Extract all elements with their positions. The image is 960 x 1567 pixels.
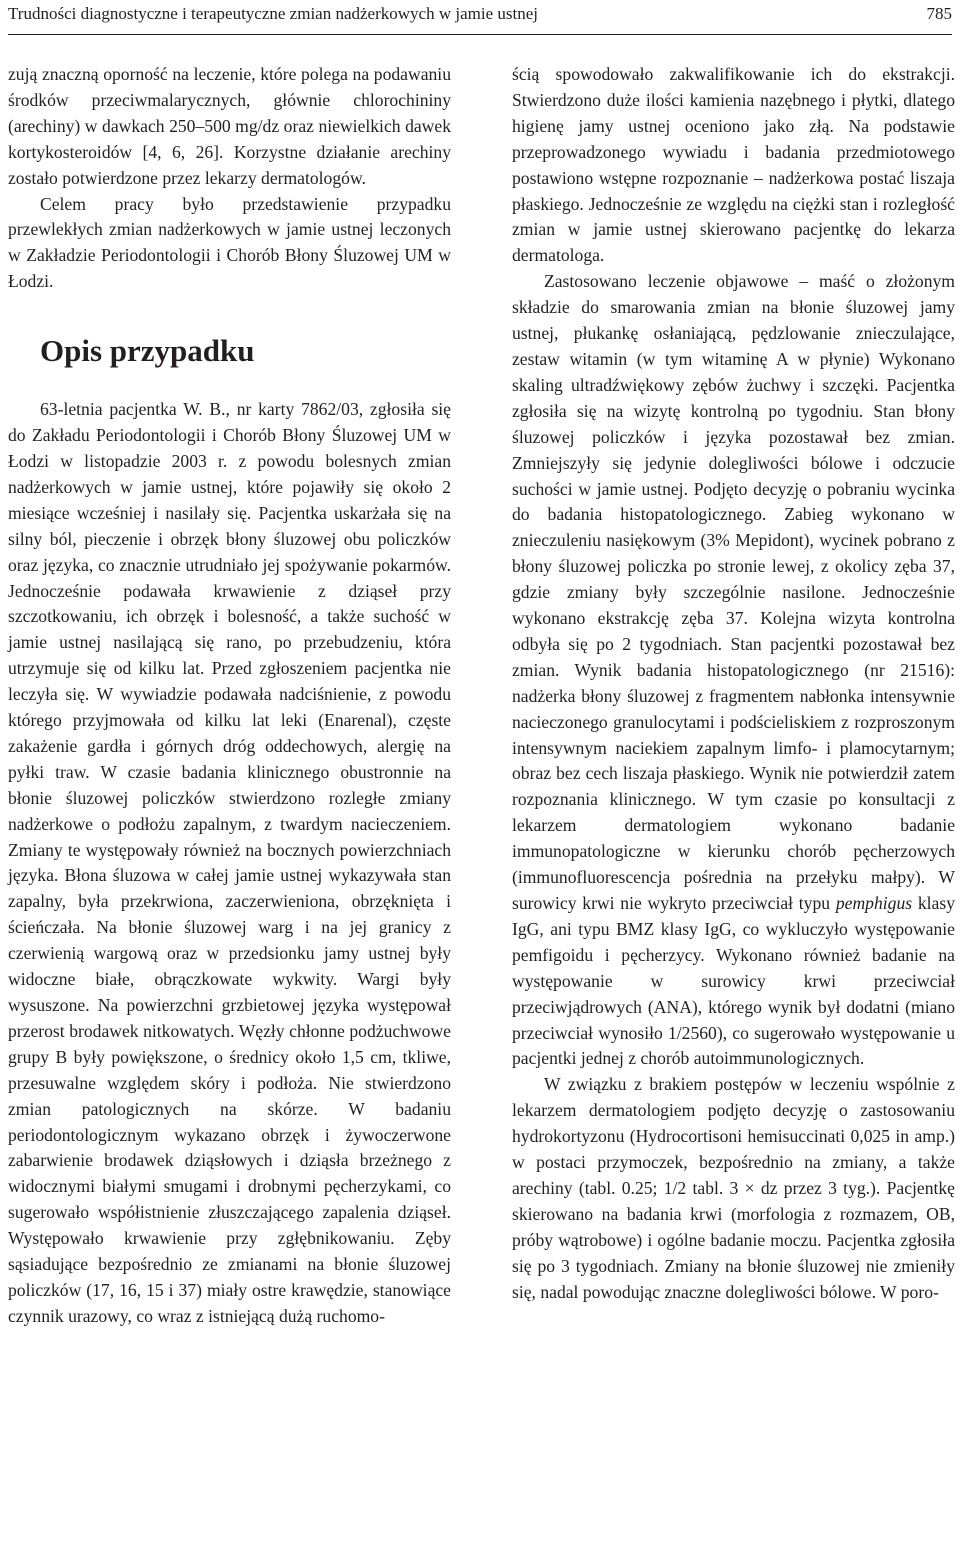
intro-paragraph-continued: zują znaczną oporność na leczenie, które polega na podawaniu środków przeciwmalarycznych, głównie chlorochininy (arechiny) w dawkach 250–500 mg/dz oraz niewielkich dawek kortykosteroidów [4, 6, 26]. Korzystne działanie arechiny zostało potwierdzone przez lekarzy dermatologów. (8, 64, 451, 188)
page-number: 785 (926, 4, 952, 23)
italic-term-pemphigus: pemphigus (835, 893, 913, 913)
right-column (512, 62, 955, 1306)
case-paragraph: 63-letnia pacjentka W. B., nr karty 7862/03, zgłosiła się do Zakładu Periodontologii i Chorób Błony Śluzowej UM w Łodzi w listopadzie 2003 r. z powodu bolesnych zmian nadżerkowych w jamie ustnej, które pojawiły się około 2 miesiące wcześniej i nasilały się. Pacjentka uskarżała się na silny ból, pieczenie i obrzęk błony śluzowej obu policzków oraz języka, co znacznie utrudniało jej spożywanie pokarmów. Jednocześnie podawała krwawienie z dziąseł przy szczotkowaniu, ich obrzęk i bolesność, a także suchość w jamie ustnej nasilającą się rano, po przebudzeniu, która utrzymuje się od kilku lat. Przed zgłoszeniem pacjentka nie leczyła się. W wywiadzie podawała nadciśnienie, z powodu którego przyjmowała od kilku lat leki (Enarenal), częste zakażenie gardła i górnych dróg oddechowych, alergię na pyłki traw. W czasie badania klinicznego obustronnie na błonie śluzowej policzków stwierdzono rozległe zmiany nadżerkowe o podłożu zapalnym, z twardym nacieczeniem. Zmiany te występowały również na bocznych powierzchniach języka. Błona śluzowa w całej jamie ustnej wykazywała stan zapalny, była przekrwiona, zaczerwieniona, obrzęknięta i ścieńczała. Na błonie śluzowej warg i na jej granicy z czerwienią wargową oraz w przedsionku jamy ustnej były widoczne białe, obrączkowate wykwity. Wargi były wysuszone. Na powierzchni grzbietowej języka występował przerost brodawek nitkowatych. Węzły chłonne podżuchwowe grupy B były powiększone, o średnicy około 1,5 cm, tkliwe, przesuwalne względem skóry i podłoża. Nie stwierdzono zmian patologicznych na skórze. W badaniu periodontologicznym wykazano obrzęk i żywoczerwone zabarwienie brodawek dziąsłowych i dziąsła brzeżnego z widocznymi białymi smugami i drobnymi pęcherzykami, co sugerowało współistnienie złuszczającego zapalenia dziąseł. Występowało krwawienie przy zgłębnikowaniu. Zęby sąsiadujące bezpośrednio ze zmianami na błonie śluzowej policzków (17, 16, 15 i 37) miały ostre krawędzie, stanowiące czynnik urazowy, co wraz z istniejącą dużą ruchomo- (8, 399, 451, 1326)
treatment-paragraph (512, 269, 955, 1072)
treatment-text-part-1: Zastosowano leczenie objawowe – maść o złożonym składzie do smarowania zmian na błonie śluzowej jamy ustnej, płukankę osłaniającą, pędzlowanie znieczulające, zestaw witamin (w tym witaminę A w płynie) Wykonano skaling ultradźwiękowy zębów żuchwy i szczęki. Pacjentka zgłosiła się na wizytę kontrolną po tygodniu. Stan błony śluzowej policzków i języka pozostawał bez zmian. Zmniejszyły się jedynie dolegliwości bólowe i odczucie suchości w jamie ustnej. Podjęto decyzję o pobraniu wycinka do badania histopatologicznego. Zabieg wykonano w znieczuleniu nasiękowym (3% Mepidont), wycinek pobrano z błony śluzowej policzka po stronie lewej, z okolicy zęba 37, gdzie zmiany były szczególnie nasilone. Jednocześnie wykonano ekstrakcję zęba 37. Kolejna wizyta kontrolna odbyła się po 2 tygodniach. Stan pacjentki pozostawał bez zmian. Wynik badania histopatologicznego (nr 21516): nadżerka błony śluzowej z fragmentem nabłonka intensywnie nacieczonego granulocytami i podścieliskiem z rozproszonym intensywnym naciekiem zapalnym limfo- i plamocytarnym; obraz bez cech liszaja płaskiego. Wynik nie potwierdził zatem rozpoznania klinicznego. W tym czasie po konsultacji z lekarzem dermatologiem wykonano badanie immunopatologiczne w kierunku chorób pęcherzowych (immunofluorescencja pośrednia na przełyku małpy). W surowicy krwi nie wykryto przeciwciał typu (512, 271, 955, 913)
case-paragraph-continued: ścią spowodowało zakwalifikowanie ich do ekstrakcji. Stwierdzono duże ilości kamienia nazębnego i płytki, dlatego higienę jamy ustnej oceniono jako złą. Na podstawie przeprowadzonego wywiadu i badania przedmiotowego postawiono wstępne rozpoznanie – nadżerkowa postać liszaja płaskiego. Jednocześnie ze względu na ciężki stan i rozległość zmian w jamie ustnej skierowano pacjentkę do lekarza dermatologa. (512, 64, 955, 266)
section-heading-case-description: Opis przypadku (40, 333, 255, 369)
running-title: Trudności diagnostyczne i terapeutyczne zmian nadżerkowych w jamie ustnej (8, 4, 538, 23)
aim-paragraph: Celem pracy było przedstawienie przypadku przewlekłych zmian nadżerkowych w jamie ustnej leczonych w Zakładzie Periodontologii i Chorób Błony Śluzowej UM w Łodzi. (8, 193, 451, 292)
followup-paragraph: W związku z brakiem postępów w leczeniu wspólnie z lekarzem dermatologiem podjęto decyzję o zastosowaniu hydrokortyzonu (Hydrocortisoni hemisuccinati 0,025 in amp.) w postaci przymoczek, bezpośrednio na zmiany, a także arechiny (tabl. 0.25; 1/2 tabl. 3 × dz przez 3 tyg.). Pacjentkę skierowano na badania krwi (morfologia z rozmazem, OB, próby wątrobowe) i ogólne badanie moczu. Pacjentka zgłosiła się po 3 tygodniach. Zmiany na błonie śluzowej nie zmieniły się, nadal powodując znaczne dolegliwości bólowe. W poro- (512, 1074, 955, 1302)
running-header (8, 0, 952, 35)
treatment-text-part-2: klasy IgG, ani typu BMZ klasy IgG, co wykluczyło występowanie pemfigoidu i pęcherzycy. Wykonano również badanie na występowanie w surowicy krwi przeciwciał przeciwjądrowych (ANA), którego wynik był dodatni (miano przeciwciał wynosiło 1/2560), co sugerowało występowanie u pacjentki jednej z chorób autoimmunologicznych. (512, 893, 956, 1069)
left-column (8, 62, 451, 1330)
